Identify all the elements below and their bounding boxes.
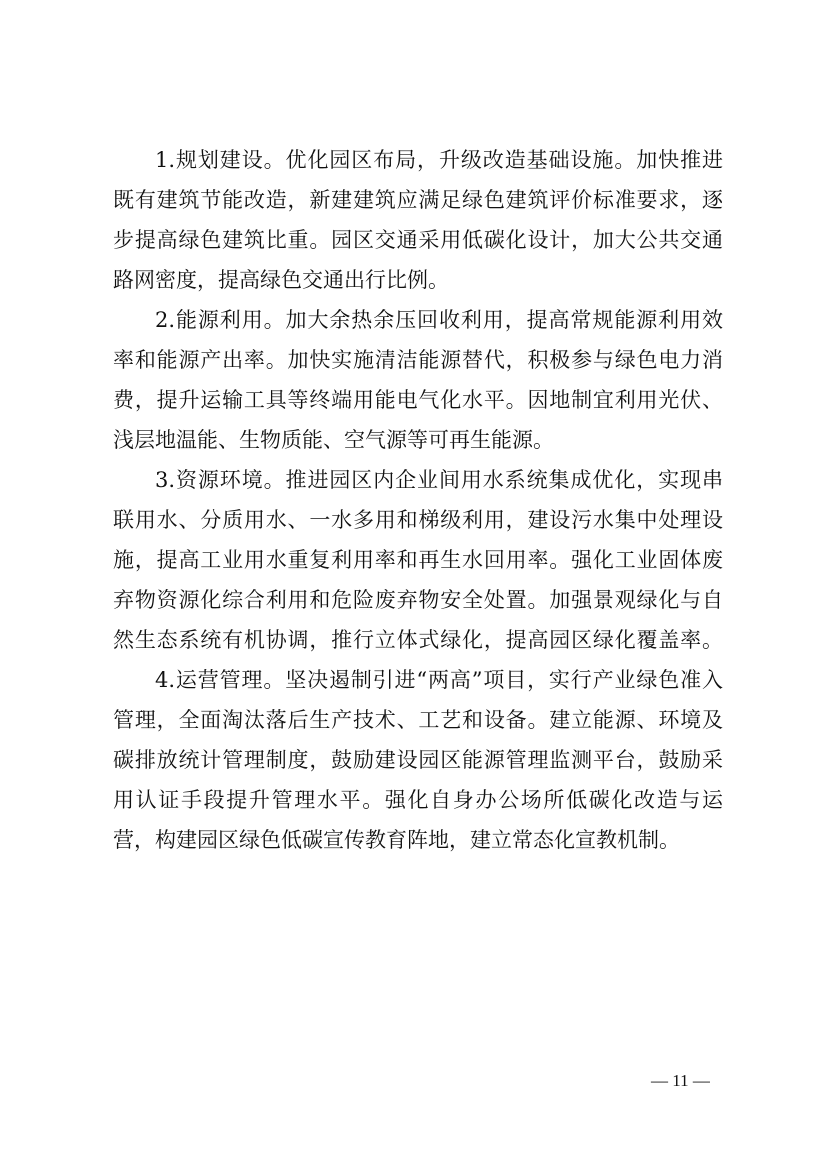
paragraph-4-line-2: 管理，全面淘汰落后生产技术、工艺和设备。建立能源、环境及: [113, 708, 723, 732]
body-text: [113, 140, 723, 860]
paragraph-4-line-5: 营，构建园区绿色低碳宣传教育阵地，建立常态化宣教机制。: [113, 828, 680, 852]
paragraph-4-line-1: 4.运营管理。坚决遏制引进“两高”项目，实行产业绿色准入: [155, 668, 723, 692]
paragraph-2-line-1: 2.能源利用。加大余热余压回收利用，提高常规能源利用效: [155, 308, 723, 332]
paragraph-3-line-4: 弃物资源化综合利用和危险废弃物安全处置。加强景观绿化与自: [113, 588, 723, 612]
paragraph-2-line-3: 费，提升运输工具等终端用能电气化水平。因地制宜利用光伏、: [113, 388, 723, 412]
paragraph-4-line-4: 用认证手段提升管理水平。强化自身办公场所低碳化改造与运: [113, 788, 723, 812]
paragraph-1-line-2: 既有建筑节能改造，新建建筑应满足绿色建筑评价标准要求，逐: [113, 188, 723, 212]
paragraph-1-line-4: 路网密度，提高绿色交通出行比例。: [113, 268, 449, 292]
page-number: — 11 —: [651, 1071, 710, 1090]
paragraph-3-line-2: 联用水、分质用水、一水多用和梯级利用，建设污水集中处理设: [113, 508, 723, 532]
paragraph-3-line-3: 施，提高工业用水重复利用率和再生水回用率。强化工业固体废: [113, 548, 723, 572]
paragraph-1-line-3: 步提高绿色建筑比重。园区交通采用低碳化设计，加大公共交通: [113, 228, 723, 252]
paragraph-1-line-1: 1.规划建设。优化园区布局，升级改造基础设施。加快推进: [155, 148, 723, 172]
paragraph-3-line-1: 3.资源环境。推进园区内企业间用水系统集成优化，实现串: [155, 468, 723, 492]
paragraph-2-line-4: 浅层地温能、生物质能、空气源等可再生能源。: [113, 428, 554, 452]
paragraph-2-line-2: 率和能源产出率。加快实施清洁能源替代，积极参与绿色电力消: [113, 348, 723, 372]
paragraph-3-line-5: 然生态系统有机协调，推行立体式绿化，提高园区绿化覆盖率。: [113, 628, 723, 652]
paragraph-4-line-3: 碳排放统计管理制度，鼓励建设园区能源管理监测平台，鼓励采: [113, 748, 723, 772]
